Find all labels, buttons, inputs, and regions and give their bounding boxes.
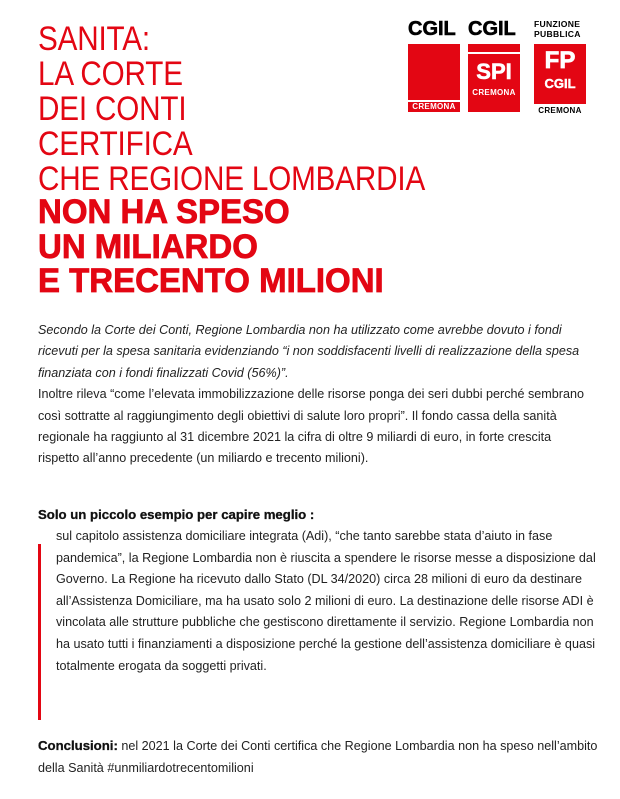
headline-bold-line-1: NON HA SPESO bbox=[38, 193, 290, 231]
example-heading: Solo un piccolo esempio per capire meglio : bbox=[38, 507, 315, 522]
fp-cremona-caption: CREMONA bbox=[538, 106, 582, 115]
headline-line-2: LA CORTE bbox=[38, 55, 183, 93]
spi-logo-mark: SPI bbox=[476, 59, 512, 84]
fp-logo-mark: FP bbox=[544, 47, 576, 74]
cgil-spi-logo-text: CGIL bbox=[468, 18, 516, 40]
headline-bold-line-3: E TRECENTO MILIONI bbox=[38, 262, 384, 300]
headline-line-3: DEI CONTI bbox=[38, 90, 187, 128]
cgil-logo-text: CGIL bbox=[408, 18, 456, 40]
intro-body-text: Inoltre rileva “come l’elevata immobilizzazione delle risorse ponga dei seri dubbi perché sembrano così sottratte al raggiungimento degli obiettivi di salute loro propri”. Il fondo cassa della sanità regionale ha raggiunto al 31 dicembre 2021 la cifra di oltre 9 miliardi di euro, in forte crescita rispetto all’anno precedente (un miliardo e trecento milioni). bbox=[38, 387, 585, 466]
intro-italic-text: Secondo la Corte dei Conti, Regione Lombardia non ha utilizzato come avrebbe dovuto i fondi ricevuti per la spesa sanitaria evidenziando “i non soddisfacenti livelli di realizzazione della spesa finanziata con i fondi finalizzati Covid (56%)”. bbox=[38, 323, 580, 380]
fp-cgil-mark: CGIL bbox=[544, 76, 576, 91]
headline-line-4: CERTIFICA bbox=[38, 125, 193, 163]
cgil-cremona-caption: CREMONA bbox=[408, 102, 460, 112]
fp-caption-1: FUNZIONE bbox=[534, 19, 581, 29]
spi-cremona-caption: CREMONA bbox=[472, 88, 516, 97]
cgil-logo-block bbox=[408, 44, 460, 100]
conclusion-text: nel 2021 la Corte dei Conti certifica che Regione Lombardia non ha speso nell’ambito della Sanità #unmiliardotrecentomilioni bbox=[38, 739, 598, 775]
headline-line-1: SANITA: bbox=[38, 20, 151, 58]
quote-accent-bar bbox=[38, 544, 41, 720]
fp-caption-2: PUBBLICA bbox=[534, 29, 581, 39]
conclusion-label: Conclusioni: bbox=[38, 738, 118, 753]
conclusion-paragraph bbox=[38, 735, 598, 779]
example-paragraph: sul capitolo assistenza domiciliare integrata (Adi), “che tanto sarebbe stata d’aiuto in fase pandemica”, la Regione Lombardia non è riuscita a spendere le risorse messe a disposizione dal Governo. La Regione ha ricevuto dallo Stato (DL 34/2020) circa 28 milioni di euro da destinare all’Assistenza Domiciliare, ma ha usato solo 2 milioni di euro. La destinazione delle risorse ADI è vincolata alle strutture pubbliche che gestiscono direttamente il servizio. Regione Lombardia non ha usato tutti i finanziamenti a disposizione perché la gestione dell’assistenza domiciliare è quasi totalmente erogata da soggetti privati. bbox=[56, 529, 596, 673]
headline-line-5: CHE REGIONE LOMBARDIA bbox=[38, 160, 426, 198]
intro-paragraph bbox=[38, 320, 586, 470]
headline-emphasis bbox=[38, 195, 394, 299]
headline-bold-line-2: UN MILIARDO bbox=[38, 227, 258, 266]
union-logos bbox=[406, 18, 596, 118]
spi-logo-rule bbox=[468, 52, 520, 54]
